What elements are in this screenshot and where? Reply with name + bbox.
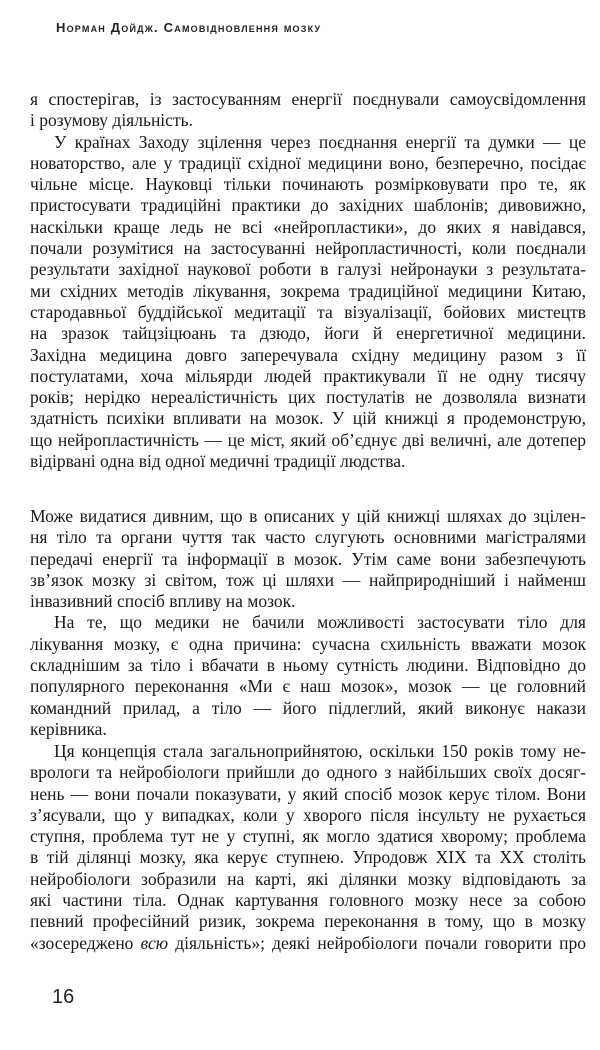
text-line: і розумову діяльність.	[30, 110, 193, 131]
text-line: ми східних методів лікування, зокрема традиційної медицини Китаю,	[30, 280, 586, 301]
text-line: На те, що медики не бачили можливості застосувати тіло для	[54, 612, 586, 633]
text-block-2	[30, 506, 586, 740]
text-line: на зразок тайцзіцюань та дзюдо, йоги й енергетичної медицини.	[30, 323, 586, 344]
text-line	[30, 933, 586, 954]
text-line: стародавньої буддійської медитації та візуалізації, бойових мистецтв	[30, 301, 586, 322]
text-line: років; нерідко нереалістичність цих постулатів не дозволяла визнати	[30, 387, 586, 408]
text-line: що нейропластичність — це міст, який об’єднує дві величні, але дотепер	[30, 429, 586, 450]
text-line: Може видатися дивним, що в описаних у цій книжці шляхах до зцілен-	[30, 506, 586, 526]
text-line: лікування мозку, є одна причина: сучасна схильність вважати мозок	[30, 633, 586, 654]
text-line: ня тіло та органи чуття так часто слугують основними магістралями	[30, 527, 586, 548]
text-line: популярного переконання «Ми є наш мозок», мозок — це головний	[30, 676, 586, 697]
text-line: Ця концепція стала загальноприйнятою, оскільки 150 років тому не-	[54, 741, 586, 761]
text-line: результати західної наукової роботи в галузі нейронауки з результата-	[30, 259, 586, 280]
text-fragment: діяльність»; деякі нейробіологи почали говорити про	[168, 932, 586, 953]
text-block-3	[30, 741, 586, 954]
text-line: певний професійний ризик, зокрема переконання в тому, що в мозку	[30, 911, 586, 932]
text-line: врологи та нейробіологи прийшли до одного з найбільших своїх досяг-	[30, 762, 586, 783]
italic-emphasis: всю	[140, 932, 169, 953]
page-number: 16	[52, 986, 75, 1008]
text-line: я спостерігав, із застосуванням енергії поєднували самоусвідомлення	[30, 89, 586, 109]
text-line: чільне місце. Науковці тільки починають розмірковувати про те, як	[30, 174, 586, 195]
text-line: наскільки краще ледь не всі «нейропластики», до яких я навідався,	[30, 216, 586, 237]
text-line: які частини тіла. Однак картування головного мозку несе за собою	[30, 890, 586, 911]
text-line: ступня, проблема тут не у ступні, як могло здатися хворому; проблема	[30, 826, 586, 847]
text-line: відірвані одна від одної медичні традиції людства.	[30, 451, 406, 472]
text-line: постулатами, хоча мільярди людей практикували її не одну тисячу	[30, 365, 586, 386]
text-line: з’ясували, що у випадках, коли у хворого після інсульту не рухається	[30, 804, 586, 825]
text-line: керівника.	[30, 718, 107, 739]
text-fragment: «зосереджено	[30, 932, 141, 953]
text-line: командний прилад, а тіло — його підлеглий, який виконує накази	[30, 697, 586, 718]
text-line: складнішим за тіло і вбачати в ньому сутність людини. Відповідно до	[30, 655, 586, 676]
text-line: здатність психіки впливати на мозок. У цій книжці я продемонструю,	[30, 408, 586, 429]
text-line: почали розумітися на застосуванні нейропластичності, коли поєднали	[30, 238, 586, 259]
text-line: новаторство, але у традиції східної медицини воно, безперечно, посідає	[30, 152, 586, 173]
text-line: У країнах Заходу зцілення через поєднання енергії та думки — це	[54, 131, 586, 152]
text-line: нейробіологи зобразили на карті, які ділянки мозку відповідають за	[30, 868, 586, 889]
text-line: пристосувати традиційні практики до західних шаблонів; дивовижно,	[30, 195, 586, 216]
text-block-1	[30, 89, 586, 472]
text-line: Західна медицина довго заперечувала східну медицину разом з її	[30, 344, 586, 365]
text-line: в тій ділянці мозку, яка керує ступнею. Упродовж XIX та XX століть	[30, 847, 586, 868]
text-line: інвазивний спосіб впливу на мозок.	[30, 591, 296, 612]
text-line: нень — вони почали показувати, у який спосіб мозок керує тілом. Вони	[30, 783, 586, 804]
running-header: Норман Дойдж. Самовідновлення мозку	[56, 20, 322, 35]
text-line: зв’язок мозку зі світом, тож ці шляхи — найприродніший і найменш	[30, 569, 586, 590]
text-line: передачі енергії та інформації в мозок. Утім саме вони забезпечують	[30, 548, 586, 569]
